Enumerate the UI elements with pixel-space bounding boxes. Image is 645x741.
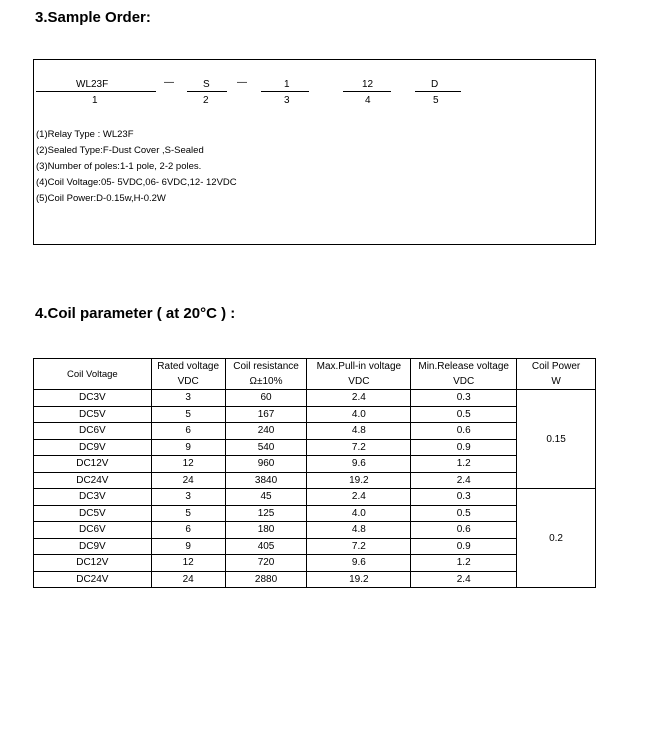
table-cell: 2.4 (307, 489, 411, 506)
table-row (34, 439, 596, 456)
code-sealed-type: S (203, 79, 210, 90)
table-cell: 60 (225, 390, 307, 407)
table-row (34, 522, 596, 539)
table-cell: 3840 (225, 472, 307, 489)
code-number: 2 (203, 95, 209, 106)
header-unit: Ω±10% (249, 376, 283, 387)
table-cell: 19.2 (307, 571, 411, 588)
table-cell: 6 (151, 522, 225, 539)
code-underline (36, 91, 156, 92)
code-coil-power: D (431, 79, 439, 90)
table-cell: DC24V (34, 472, 152, 489)
table-cell: 0.5 (411, 505, 517, 522)
code-number: 1 (92, 95, 98, 106)
table-row (34, 555, 596, 572)
code-number: 4 (365, 95, 371, 106)
header-label: Rated voltage (157, 361, 220, 372)
code-poles: 1 (284, 79, 290, 90)
table-header-cell (225, 359, 307, 390)
coil-parameter-table (33, 358, 596, 588)
table-row (34, 456, 596, 473)
code-dash: — (164, 77, 174, 88)
table-cell: 5 (151, 505, 225, 522)
table-cell: DC5V (34, 505, 152, 522)
table-cell: 9.6 (307, 456, 411, 473)
table-header-row (34, 359, 596, 390)
table-row (34, 505, 596, 522)
table-row (34, 538, 596, 555)
table-cell: DC12V (34, 555, 152, 572)
coil-power-cell: 0.2 (517, 489, 596, 588)
table-cell: DC3V (34, 390, 152, 407)
table-cell: 6 (151, 423, 225, 440)
table-cell: DC5V (34, 406, 152, 423)
table-cell: 0.6 (411, 423, 517, 440)
code-underline (187, 91, 227, 92)
table-cell: 2880 (225, 571, 307, 588)
code-underline (415, 91, 461, 92)
table-header-cell (307, 359, 411, 390)
table-cell: DC9V (34, 538, 152, 555)
table-cell: 180 (225, 522, 307, 539)
table-cell: 7.2 (307, 439, 411, 456)
table-row (34, 423, 596, 440)
note-number-of-poles: (3)Number of poles:1-1 pole, 2-2 poles. (36, 161, 202, 172)
section-4-heading: 4.Coil parameter ( at 20°C ) : (35, 305, 236, 322)
table-cell: 125 (225, 505, 307, 522)
table-cell: 4.8 (307, 423, 411, 440)
coil-power-cell: 0.15 (517, 390, 596, 489)
note-coil-power: (5)Coil Power:D-0.15w,H-0.2W (36, 193, 166, 204)
table-row (34, 489, 596, 506)
table-cell: 405 (225, 538, 307, 555)
table-cell: 9.6 (307, 555, 411, 572)
table-row (34, 390, 596, 407)
code-underline (261, 91, 309, 92)
table-cell: 720 (225, 555, 307, 572)
order-notes (36, 127, 237, 207)
table-row (34, 571, 596, 588)
note-sealed-type: (2)Sealed Type:F-Dust Cover ,S-Sealed (36, 145, 204, 156)
table-cell: 0.3 (411, 390, 517, 407)
table-cell: DC6V (34, 423, 152, 440)
header-label: Min.Release voltage (418, 361, 509, 372)
sample-order-box (33, 59, 596, 245)
table-cell: 24 (151, 472, 225, 489)
header-label: Coil Power (531, 361, 581, 372)
header-label: Coil Voltage (67, 368, 118, 380)
table-cell: 19.2 (307, 472, 411, 489)
header-unit: VDC (348, 376, 370, 387)
note-coil-voltage: (4)Coil Voltage:05- 5VDC,06- 6VDC,12- 12VDC (36, 177, 237, 188)
table-cell: DC24V (34, 571, 152, 588)
code-relay-type: WL23F (76, 79, 109, 90)
table-cell: 3 (151, 390, 225, 407)
table-cell: 1.2 (411, 456, 517, 473)
header-label: Max.Pull-in voltage (316, 361, 402, 372)
table-cell: 12 (151, 456, 225, 473)
table-cell: DC9V (34, 439, 152, 456)
table-cell: 5 (151, 406, 225, 423)
table-cell: 24 (151, 571, 225, 588)
code-number: 5 (433, 95, 439, 106)
table-cell: 0.9 (411, 439, 517, 456)
table-cell: DC6V (34, 522, 152, 539)
table-header-cell (517, 359, 596, 390)
table-cell: 2.4 (411, 571, 517, 588)
table-row (34, 472, 596, 489)
table-cell: DC3V (34, 489, 152, 506)
header-unit: VDC (453, 376, 475, 387)
section-3-heading: 3.Sample Order: (35, 9, 151, 26)
table-cell: DC12V (34, 456, 152, 473)
table-cell: 0.6 (411, 522, 517, 539)
table-header-cell (411, 359, 517, 390)
table-cell: 540 (225, 439, 307, 456)
table-cell: 960 (225, 456, 307, 473)
table-cell: 0.3 (411, 489, 517, 506)
code-coil-voltage: 12 (362, 79, 374, 90)
table-cell: 2.4 (411, 472, 517, 489)
table-cell: 4.8 (307, 522, 411, 539)
table-cell: 4.0 (307, 406, 411, 423)
table-cell: 45 (225, 489, 307, 506)
table-cell: 1.2 (411, 555, 517, 572)
table-header-cell (34, 359, 152, 390)
table-cell: 9 (151, 439, 225, 456)
table-cell: 3 (151, 489, 225, 506)
note-relay-type: (1)Relay Type : WL23F (36, 129, 134, 140)
table-cell: 7.2 (307, 538, 411, 555)
table-cell: 0.5 (411, 406, 517, 423)
code-number: 3 (284, 95, 290, 106)
table-header-cell (151, 359, 225, 390)
code-dash: — (237, 77, 247, 88)
table-cell: 4.0 (307, 505, 411, 522)
table-cell: 12 (151, 555, 225, 572)
table-cell: 167 (225, 406, 307, 423)
table-cell: 2.4 (307, 390, 411, 407)
code-underline (343, 91, 391, 92)
header-label: Coil resistance (233, 361, 299, 372)
table-cell: 0.9 (411, 538, 517, 555)
table-cell: 240 (225, 423, 307, 440)
header-unit: W (551, 376, 561, 387)
table-cell: 9 (151, 538, 225, 555)
table-row (34, 406, 596, 423)
header-unit: VDC (177, 376, 199, 387)
